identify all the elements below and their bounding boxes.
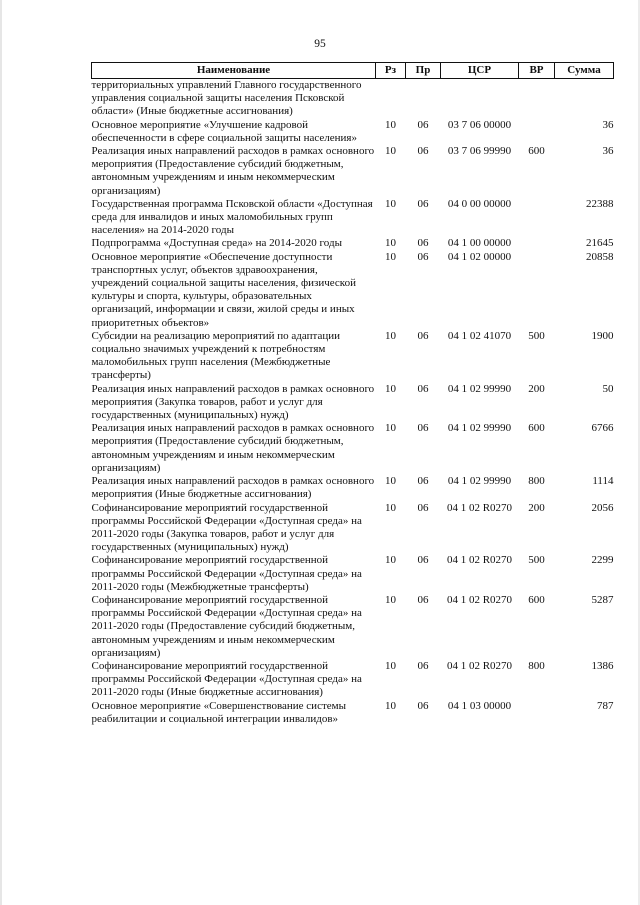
table-row xyxy=(92,594,614,660)
cell-pr: 06 xyxy=(417,382,429,395)
cell-name: Софинансирование мероприятий государственной программы Российской Федерации «Доступная среда» на 2011-2020 годы (Закупка товаров, работ и услуг для государственных (муниципальных) нужд) xyxy=(91,501,362,554)
table-row xyxy=(92,383,614,423)
page-number: 95 xyxy=(314,38,326,50)
cell-rz: 10 xyxy=(385,329,396,342)
table-row xyxy=(92,700,614,726)
cell-vr: 600 xyxy=(528,593,545,606)
cell-rz xyxy=(376,79,406,119)
scan-edge-left xyxy=(0,0,2,905)
cell-rz: 10 xyxy=(385,699,396,712)
cell-csr: 04 1 02 00000 xyxy=(447,250,512,263)
cell-sum: 1386 xyxy=(591,659,614,672)
cell-rz: 10 xyxy=(385,382,396,395)
cell-vr xyxy=(519,119,555,145)
cell-vr xyxy=(519,237,555,250)
cell-csr: 03 7 06 99990 xyxy=(447,145,512,158)
table-row xyxy=(92,330,614,383)
table-row xyxy=(92,79,614,119)
cell-sum: 1900 xyxy=(591,329,614,342)
cell-vr: 600 xyxy=(528,422,545,435)
cell-rz: 10 xyxy=(385,475,396,488)
cell-name: Софинансирование мероприятий государственной программы Российской Федерации «Доступная среда» на 2011-2020 годы (Межбюджетные трансферты) xyxy=(91,554,362,593)
cell-sum: 50 xyxy=(602,382,614,395)
cell-sum: 21645 xyxy=(586,237,614,250)
cell-vr: 600 xyxy=(528,145,545,158)
cell-vr xyxy=(519,251,555,330)
cell-csr: 04 1 02 R0270 xyxy=(446,659,513,672)
table-row xyxy=(92,237,614,250)
cell-csr: 04 1 02 R0270 xyxy=(446,501,513,514)
cell-csr: 04 1 02 99990 xyxy=(447,422,512,435)
cell-rz: 10 xyxy=(385,250,396,263)
cell-name: Реализация иных направлений расходов в рамках основного мероприятия (Иные бюджетные ассигнования) xyxy=(91,475,375,501)
cell-csr: 04 1 02 R0270 xyxy=(446,593,513,606)
table-header xyxy=(92,63,614,79)
header-row xyxy=(92,63,614,79)
cell-sum: 2299 xyxy=(591,554,614,567)
cell-name: Реализация иных направлений расходов в рамках основного мероприятия (Закупка товаров, работ и услуг для государственных (муниципальных) нужд) xyxy=(91,382,375,422)
cell-vr: 200 xyxy=(528,382,545,395)
table-row xyxy=(92,422,614,475)
cell-sum: 36 xyxy=(602,145,614,158)
cell-rz: 10 xyxy=(385,501,396,514)
cell-name: Софинансирование мероприятий государственной программы Российской Федерации «Доступная среда» на 2011-2020 годы (Предоставление субсидий бюджетным, автономным учреждениям и иным некоммерческим организациям) xyxy=(91,593,362,659)
cell-name: Реализация иных направлений расходов в рамках основного мероприятия (Предоставление субсидий бюджетным, автономным учреждениям и иным некоммерческим организациям) xyxy=(91,145,375,197)
cell-pr: 06 xyxy=(417,501,429,514)
cell-sum: 22388 xyxy=(586,197,614,210)
cell-csr: 04 1 02 99990 xyxy=(447,475,512,488)
cell-sum: 20858 xyxy=(586,250,614,263)
cell-name: Государственная программа Псковской области «Доступная среда для инвалидов и иных маломобильных групп населения» на 2014-2020 годы xyxy=(91,197,373,237)
cell-vr: 800 xyxy=(528,659,545,672)
cell-sum: 787 xyxy=(597,699,614,712)
cell-vr xyxy=(519,79,555,119)
cell-name: территориальных управлений Главного государственного управления социальной защиты населения Псковской области» (Иные бюджетные ассигнования) xyxy=(91,79,362,118)
cell-pr: 06 xyxy=(417,422,429,435)
cell-rz: 10 xyxy=(385,659,396,672)
cell-pr: 06 xyxy=(417,118,429,131)
table-row xyxy=(92,198,614,238)
table-body xyxy=(92,79,614,726)
cell-rz: 10 xyxy=(385,422,396,435)
cell-sum: 1114 xyxy=(592,475,614,488)
table-row xyxy=(92,502,614,555)
cell-pr: 06 xyxy=(417,699,429,712)
cell-csr: 04 1 02 41070 xyxy=(447,329,512,342)
table-row xyxy=(92,145,614,198)
cell-rz: 10 xyxy=(385,145,396,158)
cell-rz: 10 xyxy=(385,237,396,250)
header-vr: ВР xyxy=(519,63,555,79)
cell-rz: 10 xyxy=(385,118,396,131)
cell-pr xyxy=(406,79,441,119)
cell-csr: 03 7 06 00000 xyxy=(447,118,512,131)
cell-csr: 04 1 03 00000 xyxy=(447,699,512,712)
cell-csr: 04 1 02 99990 xyxy=(447,382,512,395)
cell-pr: 06 xyxy=(417,145,429,158)
cell-csr: 04 0 00 00000 xyxy=(447,197,512,210)
header-rz: Рз xyxy=(376,63,406,79)
header-sum: Сумма xyxy=(555,63,614,79)
cell-sum xyxy=(555,79,614,119)
cell-sum: 5287 xyxy=(591,593,614,606)
cell-vr: 500 xyxy=(528,329,545,342)
header-name: Наименование xyxy=(92,63,376,79)
table-row xyxy=(92,251,614,330)
cell-rz: 10 xyxy=(385,197,396,210)
cell-pr: 06 xyxy=(417,593,429,606)
cell-csr: 04 1 02 R0270 xyxy=(446,554,513,567)
cell-sum: 36 xyxy=(602,118,614,131)
table-row xyxy=(92,119,614,145)
cell-rz: 10 xyxy=(385,554,396,567)
cell-name: Основное мероприятие «Обеспечение доступности транспортных услуг, объектов здравоохранения, учреждений социальной защиты населения, физической культуры и спорта, культуры, образовательных организаций, информации и связи, жилой среды и иных приоритетных объектов» xyxy=(91,250,356,329)
cell-vr xyxy=(519,198,555,238)
cell-csr: 04 1 00 00000 xyxy=(447,237,512,250)
cell-name: Основное мероприятие «Улучшение кадровой обеспеченности в сфере социальной защиты населения» xyxy=(91,118,357,144)
cell-pr: 06 xyxy=(417,329,429,342)
cell-rz: 10 xyxy=(385,593,396,606)
cell-pr: 06 xyxy=(417,250,429,263)
cell-pr: 06 xyxy=(417,237,429,250)
cell-csr xyxy=(441,79,519,119)
cell-name: Основное мероприятие «Совершенствование системы реабилитации и социальной интеграции инвалидов» xyxy=(91,699,346,725)
cell-name: Софинансирование мероприятий государственной программы Российской Федерации «Доступная среда» на 2011-2020 годы (Иные бюджетные ассигнования) xyxy=(91,659,362,699)
cell-vr: 800 xyxy=(528,475,545,488)
header-csr: ЦСР xyxy=(441,63,519,79)
cell-pr: 06 xyxy=(417,554,429,567)
cell-pr: 06 xyxy=(417,475,429,488)
cell-vr: 500 xyxy=(528,554,545,567)
cell-name: Подпрограмма «Доступная среда» на 2014-2020 годы xyxy=(91,237,342,250)
table-row xyxy=(92,660,614,700)
cell-sum: 2056 xyxy=(591,501,614,514)
cell-vr xyxy=(519,700,555,726)
cell-pr: 06 xyxy=(417,197,429,210)
cell-vr: 200 xyxy=(528,501,545,514)
header-pr: Пр xyxy=(406,63,441,79)
budget-table xyxy=(91,62,614,726)
cell-pr: 06 xyxy=(417,659,429,672)
cell-name: Субсидии на реализацию мероприятий по адаптации социально значимых учреждений к потребностям маломобильных групп населения (Межбюджетные трансферты) xyxy=(91,329,340,382)
cell-sum: 6766 xyxy=(591,422,614,435)
table-row xyxy=(92,475,614,501)
cell-name: Реализация иных направлений расходов в рамках основного мероприятия (Предоставление субсидий бюджетным, автономным учреждениям и иным некоммерческим организациям) xyxy=(91,422,375,474)
table-row xyxy=(92,554,614,594)
